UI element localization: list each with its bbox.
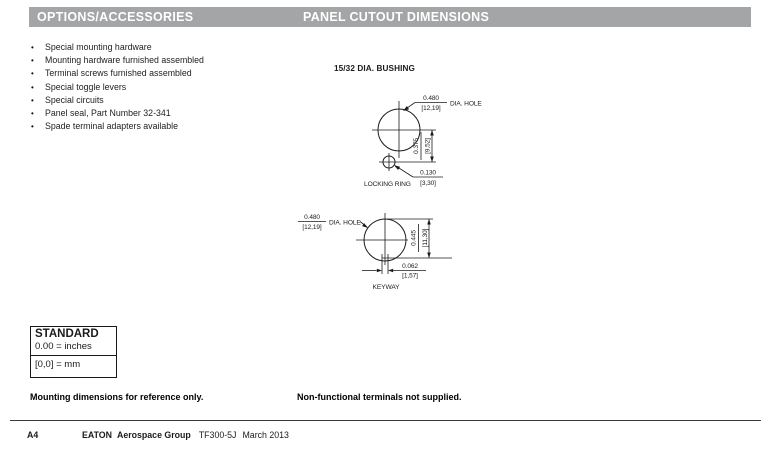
panel-cutout-heading: PANEL CUTOUT DIMENSIONS (303, 10, 490, 24)
option-text: Special circuits (45, 94, 104, 105)
terminals-note: Non-functional terminals not supplied. (297, 392, 462, 402)
dim-height-in: 0.445 (410, 230, 418, 246)
document-date: March 2013 (242, 430, 289, 440)
arrowhead (388, 269, 393, 272)
dim-hole-in: 0.480 (423, 95, 439, 102)
list-item (31, 82, 271, 95)
dim-width-mm: [1,57] (402, 272, 418, 280)
document-number: TF300-5J (198, 430, 237, 440)
dim-hole-mm: [12,19] (421, 105, 441, 112)
list-item (31, 68, 271, 81)
legend-mm-line: [0,0] = mm (35, 359, 81, 370)
dim-width-in: 0.062 (402, 263, 418, 270)
keyway-cutout-diagram (298, 213, 452, 291)
bullet-icon: • (31, 95, 34, 105)
panel-cutout-drawing (280, 55, 530, 300)
page-number: A4 (27, 430, 39, 440)
option-text: Terminal screws furnished assembled (45, 68, 192, 79)
list-item (31, 95, 271, 108)
bullet-icon: • (31, 56, 34, 66)
options-list (31, 42, 271, 134)
list-item (31, 108, 271, 121)
option-text: Panel seal, Part Number 32-341 (45, 107, 171, 118)
option-text: Special toggle levers (45, 81, 127, 92)
bullet-icon: • (31, 122, 34, 132)
dim-hole-mm: [12,19] (302, 224, 322, 231)
standard-legend-box (30, 326, 117, 378)
dim-center-in: 0.375 (413, 138, 420, 154)
page-footer (27, 430, 289, 440)
brand-name: EATON (82, 430, 112, 440)
arrowhead (430, 130, 434, 136)
option-text: Mounting hardware furnished assembled (45, 55, 204, 66)
bushing-cutout-diagram (364, 95, 482, 188)
dim-center-mm: [9,52] (424, 138, 432, 154)
arrowhead (427, 219, 431, 225)
legend-title: STANDARD (35, 328, 99, 340)
dim-ring-mm: [3,30] (420, 180, 436, 187)
list-item (31, 55, 271, 68)
keyway-label: KEYWAY (372, 284, 400, 291)
list-item (31, 121, 271, 134)
arrowhead (430, 157, 434, 163)
arrowhead (427, 253, 431, 259)
locking-ring-label: LOCKING RING (364, 181, 411, 188)
dim-height-mm: [11,30] (422, 228, 429, 248)
arrowhead (377, 269, 382, 272)
rotated-dimension (413, 132, 432, 160)
dim-hole-in: 0.480 (304, 214, 320, 221)
option-text: Special mounting hardware (45, 42, 152, 52)
group-name: Aerospace Group (116, 430, 191, 440)
bullet-icon: • (31, 69, 34, 79)
bullet-icon: • (31, 82, 34, 92)
list-item (31, 42, 271, 55)
rotated-dimension (411, 224, 430, 252)
dim-hole-label: DIA. HOLE (450, 100, 482, 108)
dim-ring-in: 0.130 (420, 169, 436, 177)
mounting-note: Mounting dimensions for reference only. (30, 392, 204, 402)
bullet-icon: • (31, 108, 34, 118)
drawing-title: 15/32 DIA. BUSHING (334, 64, 415, 73)
section-header-bar (29, 7, 751, 27)
bullet-icon: • (31, 43, 34, 52)
arrowhead (394, 165, 400, 170)
dim-hole-label: DIA. HOLE (329, 219, 361, 227)
options-accessories-heading: OPTIONS/ACCESSORIES (37, 10, 194, 24)
option-text: Spade terminal adapters available (45, 121, 179, 132)
legend-inches-line: 0.00 = inches (35, 341, 92, 352)
footer-rule (10, 420, 761, 421)
